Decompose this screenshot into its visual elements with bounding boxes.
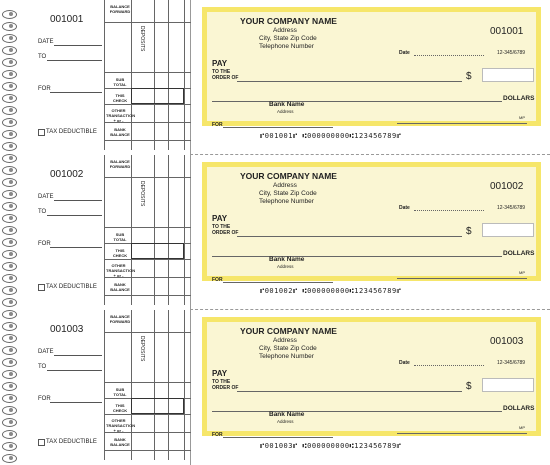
- pay-label: PAY: [212, 369, 228, 378]
- dollars-label: DOLLARS: [503, 250, 535, 257]
- order-of-label: ORDER OF: [212, 385, 239, 391]
- balance-forward-label: BALANCE FORWARD: [109, 159, 131, 169]
- punch-hole: [9, 396, 13, 400]
- stub-for-label: FOR: [38, 241, 51, 247]
- this-check-label: THIS CHECK: [112, 93, 128, 103]
- other-transaction-label: OTHER TRANSACTION + or -: [106, 418, 136, 433]
- punch-hole: [9, 372, 13, 376]
- signature-line[interactable]: [397, 278, 527, 279]
- punch-hole: [9, 204, 13, 208]
- check-number: 001001: [490, 26, 524, 37]
- punch-hole: [9, 348, 13, 352]
- punch-hole: [9, 420, 13, 424]
- bank-name: Bank Name: [269, 411, 305, 418]
- amount-words-line[interactable]: [212, 256, 502, 257]
- company-city: City, State Zip Code: [259, 190, 317, 197]
- stub-for-line[interactable]: [50, 402, 102, 403]
- check-stub: [16, 310, 190, 464]
- fraction-code: 12-345/6789: [497, 205, 526, 211]
- stub-date-label: DATE: [38, 194, 54, 200]
- punch-hole: [9, 444, 13, 448]
- date-line[interactable]: [414, 55, 484, 56]
- punch-hole: [9, 84, 13, 88]
- payee-line[interactable]: [237, 236, 462, 237]
- dollar-sign: $: [466, 71, 472, 82]
- memo-line[interactable]: [223, 282, 333, 283]
- stub-check-number: 001001: [50, 14, 84, 25]
- punch-hole: [9, 432, 13, 436]
- punch-hole: [9, 408, 13, 412]
- signature-line[interactable]: [397, 123, 527, 124]
- perforation-line: [190, 154, 550, 155]
- fraction-code: 12-345/6789: [497, 50, 526, 56]
- amount-box[interactable]: [482, 378, 534, 392]
- stub-ledger: [104, 155, 191, 305]
- tax-deductible-checkbox[interactable]: [38, 129, 45, 136]
- punch-hole: [9, 276, 13, 280]
- company-phone: Telephone Number: [259, 43, 314, 50]
- company-address: Address: [273, 182, 297, 189]
- punch-hole: [9, 240, 13, 244]
- to-the-label: TO THE: [212, 69, 231, 75]
- check-number: 001002: [490, 181, 524, 192]
- tax-deductible-checkbox[interactable]: [38, 439, 45, 446]
- check: [202, 162, 541, 281]
- bank-address: Address: [277, 264, 294, 269]
- stub-to-label: TO: [38, 54, 47, 60]
- date-line[interactable]: [414, 365, 484, 366]
- stub-for-line[interactable]: [50, 247, 102, 248]
- sub-total-label: SUB TOTAL: [113, 77, 127, 87]
- check: [202, 317, 541, 436]
- bank-address: Address: [277, 109, 294, 114]
- company-name: YOUR COMPANY NAME: [240, 16, 337, 26]
- payee-line[interactable]: [237, 391, 462, 392]
- company-address: Address: [273, 337, 297, 344]
- micr-line: ⑈001003⑈ ⑆000000000⑆123456789⑈: [260, 442, 402, 450]
- order-of-label: ORDER OF: [212, 230, 239, 236]
- tax-deductible-label: TAX DEDUCTIBLE: [46, 284, 97, 290]
- memo-label: FOR: [212, 277, 223, 283]
- mp-mark: MP: [519, 270, 525, 275]
- stub-to-line[interactable]: [47, 370, 102, 371]
- punch-hole: [9, 324, 13, 328]
- stub-to-label: TO: [38, 364, 47, 370]
- check-face: [207, 12, 536, 128]
- signature-line[interactable]: [397, 433, 527, 434]
- memo-label: FOR: [212, 432, 223, 438]
- punch-hole: [9, 144, 13, 148]
- stub-date-label: DATE: [38, 349, 54, 355]
- mp-mark: MP: [519, 425, 525, 430]
- amount-words-line[interactable]: [212, 411, 502, 412]
- pay-label: PAY: [212, 214, 228, 223]
- to-the-label: TO THE: [212, 224, 231, 230]
- stub-for-label: FOR: [38, 86, 51, 92]
- memo-label: FOR: [212, 122, 223, 128]
- bank-balance-label: BANK BALANCE: [110, 282, 130, 292]
- sub-total-label: SUB TOTAL: [113, 232, 127, 242]
- tax-deductible-label: TAX DEDUCTIBLE: [46, 129, 97, 135]
- check-stub: [16, 155, 190, 309]
- dollar-sign: $: [466, 226, 472, 237]
- date-label: Date: [399, 360, 410, 366]
- order-of-label: ORDER OF: [212, 75, 239, 81]
- punch-hole: [9, 48, 13, 52]
- punch-hole: [9, 72, 13, 76]
- bank-balance-label: BANK BALANCE: [110, 437, 130, 447]
- deposits-label: DEPOSITS: [139, 26, 145, 52]
- dollars-label: DOLLARS: [503, 95, 535, 102]
- punch-hole: [9, 228, 13, 232]
- punch-hole: [9, 96, 13, 100]
- other-transaction-label: OTHER TRANSACTION + or -: [106, 263, 136, 278]
- perforation-line: [190, 309, 550, 310]
- stub-to-line[interactable]: [47, 215, 102, 216]
- punch-hole: [9, 168, 13, 172]
- sub-total-label: SUB TOTAL: [113, 387, 127, 397]
- this-check-amount-box[interactable]: [131, 398, 184, 414]
- check-number: 001003: [490, 336, 524, 347]
- spiral-binding: [0, 0, 16, 465]
- punch-hole: [9, 108, 13, 112]
- micr-line: ⑈001002⑈ ⑆000000000⑆123456789⑈: [260, 287, 402, 295]
- check-face: [207, 167, 536, 283]
- this-check-amount-box[interactable]: [131, 243, 184, 259]
- stub-for-line[interactable]: [50, 92, 102, 93]
- punch-hole: [9, 180, 13, 184]
- deposits-label: DEPOSITS: [139, 336, 145, 362]
- amount-box[interactable]: [482, 223, 534, 237]
- mp-mark: MP: [519, 115, 525, 120]
- stub-to-label: TO: [38, 209, 47, 215]
- punch-hole: [9, 384, 13, 388]
- punch-hole: [9, 216, 13, 220]
- dollar-sign: $: [466, 381, 472, 392]
- check-face: [207, 322, 536, 438]
- punch-hole: [9, 36, 13, 40]
- stub-to-line[interactable]: [47, 60, 102, 61]
- amount-box[interactable]: [482, 68, 534, 82]
- dollars-label: DOLLARS: [503, 405, 535, 412]
- other-transaction-label: OTHER TRANSACTION + or -: [106, 108, 136, 123]
- balance-forward-label: BALANCE FORWARD: [109, 314, 131, 324]
- punch-hole: [9, 456, 13, 460]
- check-stub: [16, 0, 190, 154]
- punch-hole: [9, 24, 13, 28]
- punch-hole: [9, 336, 13, 340]
- company-city: City, State Zip Code: [259, 35, 317, 42]
- company-phone: Telephone Number: [259, 353, 314, 360]
- this-check-label: THIS CHECK: [112, 248, 128, 258]
- punch-hole: [9, 252, 13, 256]
- punch-hole: [9, 312, 13, 316]
- this-check-label: THIS CHECK: [112, 403, 128, 413]
- punch-hole: [9, 300, 13, 304]
- company-address: Address: [273, 27, 297, 34]
- check: [202, 7, 541, 126]
- micr-line: ⑈001001⑈ ⑆000000000⑆123456789⑈: [260, 132, 402, 140]
- fraction-code: 12-345/6789: [497, 360, 526, 366]
- punch-hole: [9, 264, 13, 268]
- stub-check-number: 001003: [50, 324, 84, 335]
- memo-line[interactable]: [223, 437, 333, 438]
- amount-words-line[interactable]: [212, 101, 502, 102]
- stub-ledger: [104, 0, 191, 150]
- date-label: Date: [399, 205, 410, 211]
- stub-date-label: DATE: [38, 39, 54, 45]
- stub-for-label: FOR: [38, 396, 51, 402]
- stub-date-line[interactable]: [54, 355, 102, 356]
- punch-hole: [9, 60, 13, 64]
- punch-hole: [9, 120, 13, 124]
- stub-date-line[interactable]: [54, 45, 102, 46]
- this-check-amount-box[interactable]: [131, 88, 184, 104]
- punch-hole: [9, 288, 13, 292]
- stub-ledger: [104, 310, 191, 460]
- bank-name: Bank Name: [269, 101, 305, 108]
- company-name: YOUR COMPANY NAME: [240, 326, 337, 336]
- punch-hole: [9, 360, 13, 364]
- stub-date-line[interactable]: [54, 200, 102, 201]
- memo-line[interactable]: [223, 127, 333, 128]
- to-the-label: TO THE: [212, 379, 231, 385]
- pay-label: PAY: [212, 59, 228, 68]
- company-name: YOUR COMPANY NAME: [240, 171, 337, 181]
- balance-forward-label: BALANCE FORWARD: [109, 4, 131, 14]
- payee-line[interactable]: [237, 81, 462, 82]
- stub-check-number: 001002: [50, 169, 84, 180]
- tax-deductible-checkbox[interactable]: [38, 284, 45, 291]
- punch-hole: [9, 132, 13, 136]
- bank-address: Address: [277, 419, 294, 424]
- punch-hole: [9, 12, 13, 16]
- date-line[interactable]: [414, 210, 484, 211]
- company-phone: Telephone Number: [259, 198, 314, 205]
- punch-hole: [9, 156, 13, 160]
- tax-deductible-label: TAX DEDUCTIBLE: [46, 439, 97, 445]
- date-label: Date: [399, 50, 410, 56]
- deposits-label: DEPOSITS: [139, 181, 145, 207]
- bank-name: Bank Name: [269, 256, 305, 263]
- bank-balance-label: BANK BALANCE: [110, 127, 130, 137]
- company-city: City, State Zip Code: [259, 345, 317, 352]
- punch-hole: [9, 192, 13, 196]
